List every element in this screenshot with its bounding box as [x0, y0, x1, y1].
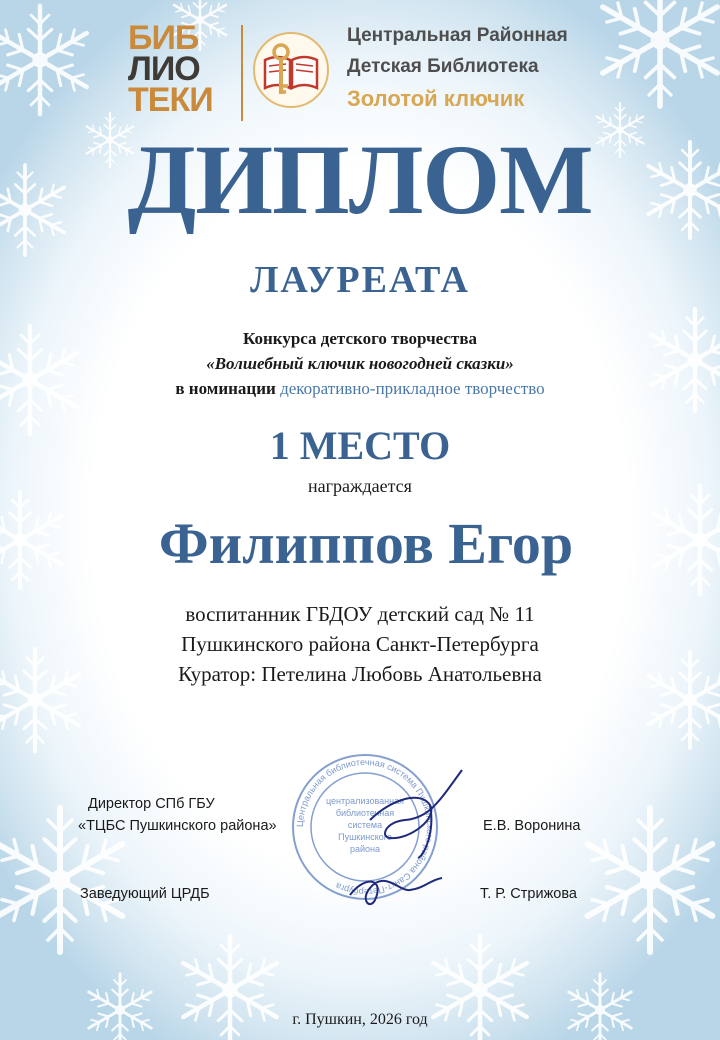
- stamp-center-line-4: Пушкинского: [338, 832, 392, 842]
- info-line-1: воспитанник ГБДОУ детский сад № 11: [185, 602, 535, 626]
- stamp-center-line-5: района: [349, 844, 381, 854]
- logo-line-2: ЛИО: [128, 50, 200, 88]
- book-key-emblem-icon: [251, 30, 331, 110]
- nomination-prefix: в номинации: [175, 379, 276, 398]
- stamp-ring-text: Центральная библиотечная система Пушкинского района Санкт-Петербурга: [294, 756, 436, 898]
- logo-line-1: БИБ: [128, 19, 199, 57]
- director-name: Е.В. Воронина: [483, 818, 581, 834]
- head-name: Т. Р. Стрижова: [480, 886, 577, 902]
- awarded-label: награждается: [308, 476, 412, 496]
- handwritten-signature: [330, 760, 470, 920]
- info-line-2: Пушкинского района Санкт-Петербурга: [181, 632, 539, 656]
- stamp-center-line-3: система: [347, 820, 383, 830]
- footer-place-date: г. Пушкин, 2026 год: [292, 1011, 428, 1028]
- logo-line-3: ТЕКИ: [128, 81, 213, 119]
- laureate-name: Филиппов Егор: [158, 511, 574, 576]
- contest-name: «Волшебный ключик новогодней сказки»: [206, 354, 514, 373]
- nomination-line: [0, 376, 720, 401]
- curator-line: Куратор: Петелина Любовь Анатольевна: [178, 662, 542, 686]
- director-title-1: Директор СПб ГБУ: [88, 796, 215, 812]
- nomination-category: декоративно-прикладное творчество: [280, 379, 545, 398]
- library-name-line-1: Центральная Районная: [347, 25, 568, 46]
- place-label: 1 МЕСТО: [269, 423, 451, 468]
- logo-divider: [241, 25, 243, 121]
- diploma-subtitle: ЛАУРЕАТА: [250, 259, 470, 301]
- diploma-title: ДИПЛОМ: [127, 124, 593, 235]
- stamp-center-line-1: централизованная: [326, 796, 404, 806]
- director-title-2: «ТЦБС Пушкинского района»: [78, 818, 277, 834]
- stamp-center-line-2: библиотечная: [335, 808, 395, 818]
- head-title: Заведующий ЦРДБ: [80, 886, 210, 902]
- library-name-line-2: Детская Библиотека: [347, 56, 539, 77]
- contest-line: Конкурса детского творчества: [242, 329, 477, 348]
- library-logo: [128, 19, 240, 120]
- library-name-line-3: Золотой ключик: [347, 86, 525, 111]
